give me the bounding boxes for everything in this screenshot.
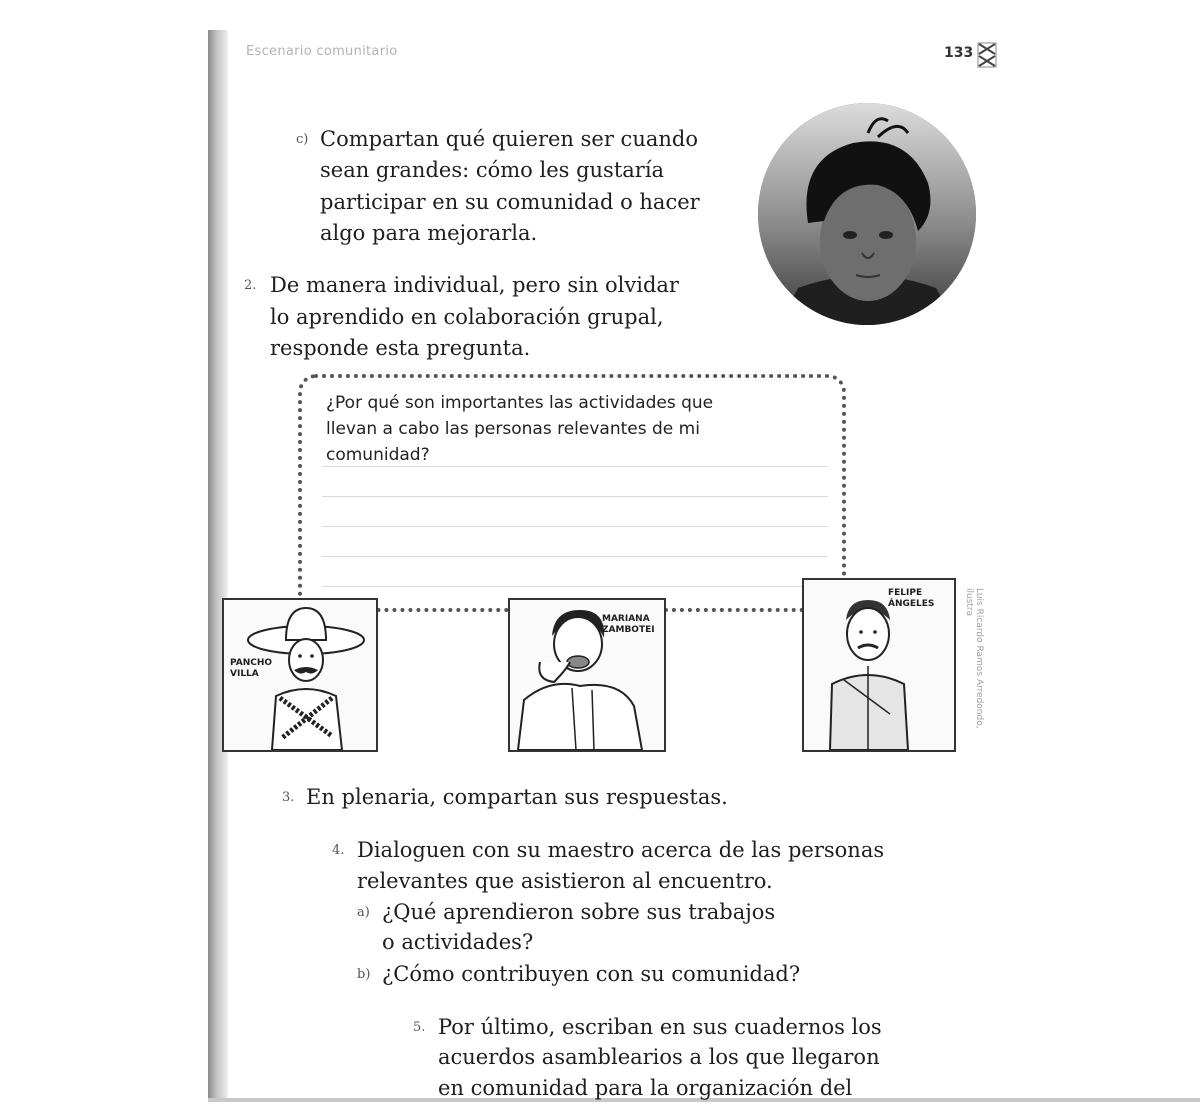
item-c-line-1: Compartan qué quieren ser cuando xyxy=(320,127,698,151)
child-photo xyxy=(758,103,976,325)
item-c-line-2: sean grandes: cómo les gustaría xyxy=(320,158,665,182)
illustration-credit: Luis Ricardo Ramos Arredondo, ilustra xyxy=(964,588,984,729)
question-line-3: comunidad? xyxy=(326,445,430,465)
item-4a-marker: a) xyxy=(357,905,370,920)
item-4a-line-1: ¿Qué aprendieron sobre sus trabajos xyxy=(382,900,776,924)
item-5-line-2: acuerdos asamblearios a los que llegaron xyxy=(438,1045,880,1069)
answer-line-4[interactable] xyxy=(322,556,828,557)
item-2-number: 2. xyxy=(244,278,257,293)
item-5-number: 5. xyxy=(413,1020,426,1035)
item-3-text: En plenaria, compartan sus respuestas. xyxy=(306,785,728,809)
ornament-icon xyxy=(976,42,998,68)
item-4b-text: ¿Cómo contribuyen con su comunidad? xyxy=(382,962,801,986)
item-c-line-4: algo para mejorarla. xyxy=(320,221,538,245)
question-text xyxy=(326,390,816,468)
answer-line-1[interactable] xyxy=(322,466,828,467)
question-line-2: llevan a cabo las personas relevantes de mi xyxy=(326,419,700,439)
illustration-mariana-zambotei xyxy=(508,598,666,752)
label-felipe-angeles: FELIPE ÁNGELES xyxy=(888,588,935,609)
item-4a-line-2: o actividades? xyxy=(382,930,534,954)
item-4b-marker: b) xyxy=(357,967,371,982)
item-4-line-1: Dialoguen con su maestro acerca de las personas xyxy=(357,838,885,862)
answer-line-2[interactable] xyxy=(322,496,828,497)
question-line-1: ¿Por qué son importantes las actividades que xyxy=(326,393,714,413)
item-c-line-3: participar en su comunidad o hacer xyxy=(320,190,700,214)
running-title: Escenario comunitario xyxy=(246,44,398,59)
item-5-line-1: Por último, escriban en sus cuadernos los xyxy=(438,1015,882,1039)
label-pancho-villa: PANCHO VILLA xyxy=(230,658,273,679)
item-2-line-2: lo aprendido en colaboración grupal, xyxy=(270,305,664,329)
label-mariana-zambotei: MARIANA ZAMBOTEI xyxy=(602,614,655,635)
item-4-line-2: relevantes que asistieron al encuentro. xyxy=(357,869,773,893)
book-gutter-shadow xyxy=(208,30,228,1102)
item-3-number: 3. xyxy=(282,790,295,805)
item-c-marker: c) xyxy=(296,132,309,147)
answer-line-3[interactable] xyxy=(322,526,828,527)
page-number: 133 xyxy=(944,45,974,61)
item-5-line-3: en comunidad para la organización del xyxy=(438,1076,853,1100)
item-4-number: 4. xyxy=(332,843,345,858)
item-2-line-1: De manera individual, pero sin olvidar xyxy=(270,273,679,297)
item-2-line-3: responde esta pregunta. xyxy=(270,336,531,360)
illustration-felipe-angeles xyxy=(802,578,956,752)
illustration-pancho-villa xyxy=(222,598,378,752)
answer-line-5[interactable] xyxy=(322,586,828,587)
